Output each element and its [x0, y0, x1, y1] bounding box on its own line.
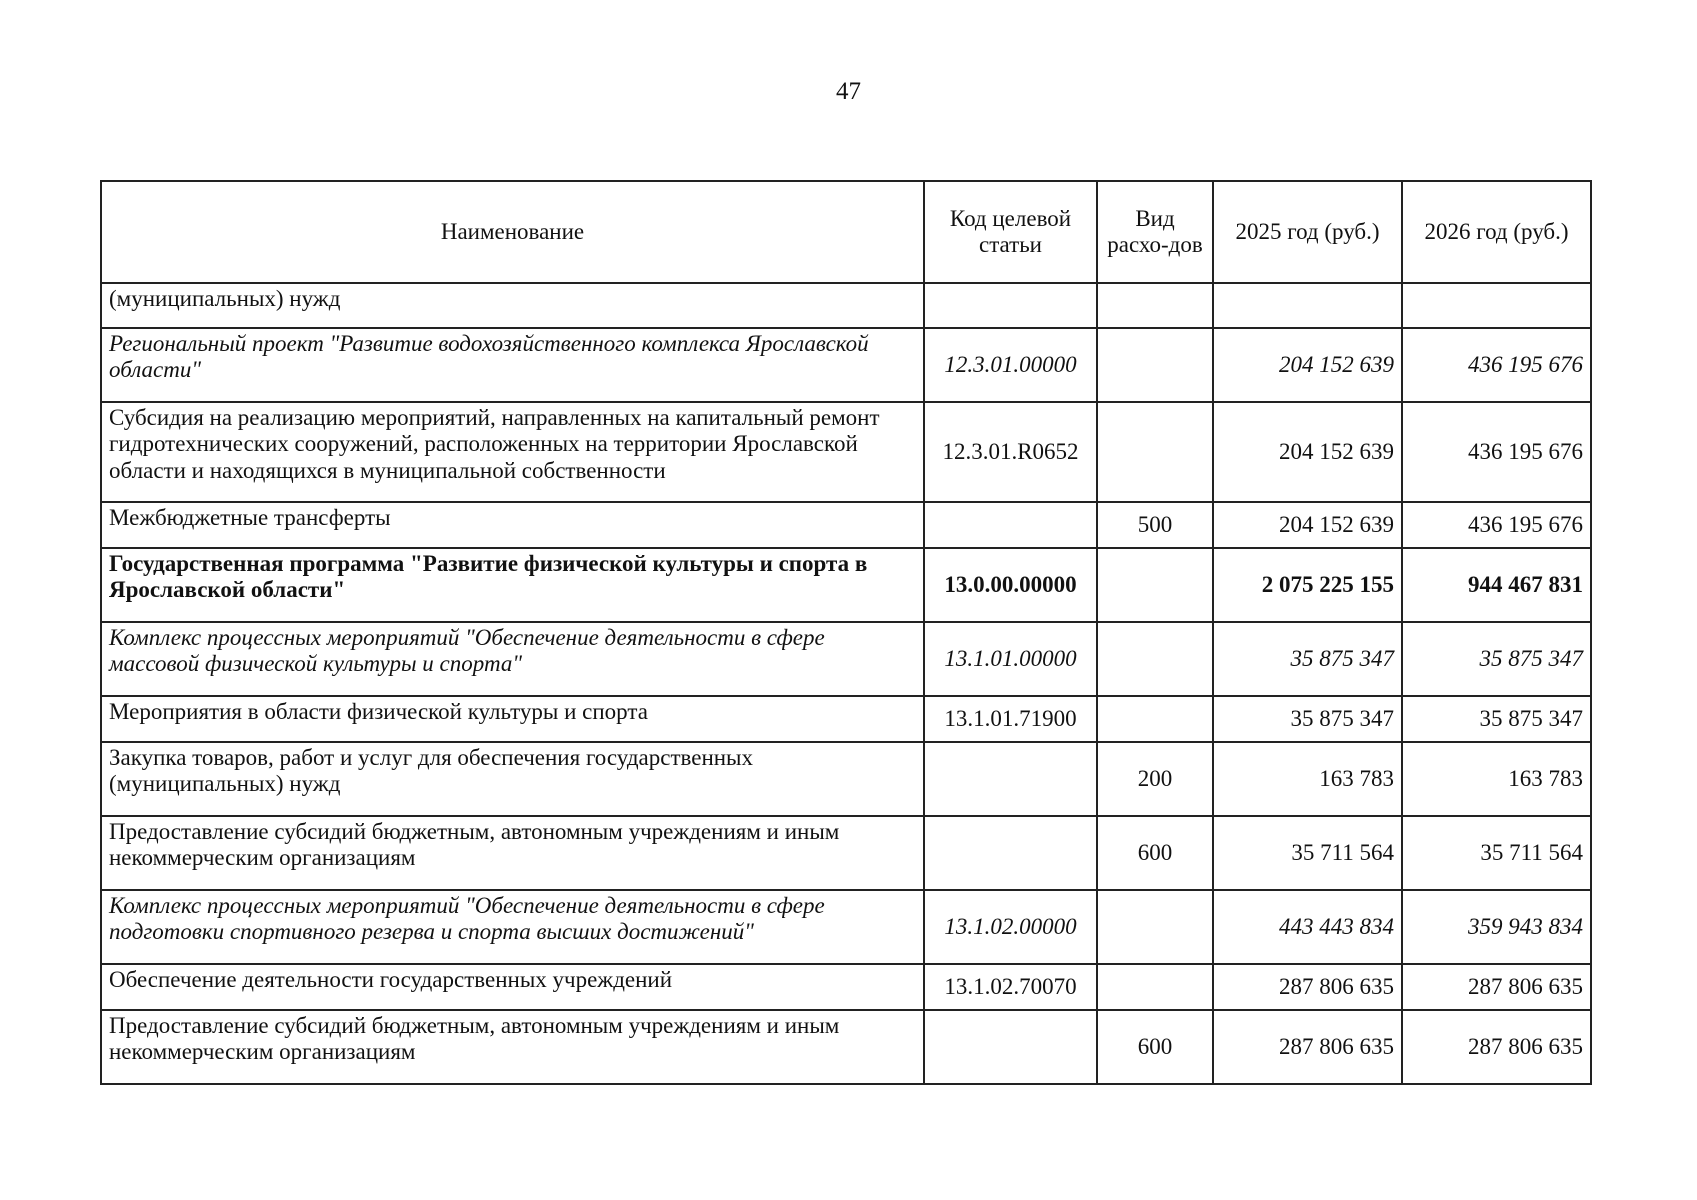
- row-2026: 944 467 831: [1402, 548, 1591, 622]
- row-expense-type: [1097, 696, 1213, 742]
- header-2026: 2026 год (руб.): [1402, 181, 1591, 283]
- table-row: [101, 283, 1591, 328]
- row-name: Региональный проект "Развитие водохозяйственного комплекса Ярославской области": [101, 328, 924, 402]
- row-name: Предоставление субсидий бюджетным, автономным учреждениям и иным некоммерческим организациям: [101, 816, 924, 890]
- header-expense-type: Вид расхо-дов: [1097, 181, 1213, 283]
- row-expense-type: [1097, 548, 1213, 622]
- row-expense-type: [1097, 890, 1213, 964]
- row-expense-type: 500: [1097, 502, 1213, 548]
- header-name: Наименование: [101, 181, 924, 283]
- row-expense-type: 200: [1097, 742, 1213, 816]
- row-code: [924, 742, 1097, 816]
- row-code: [924, 502, 1097, 548]
- row-code: 12.3.01.00000: [924, 328, 1097, 402]
- row-2025: 35 711 564: [1213, 816, 1402, 890]
- row-2025: 204 152 639: [1213, 328, 1402, 402]
- row-name: (муниципальных) нужд: [101, 283, 924, 328]
- row-expense-type: [1097, 964, 1213, 1010]
- row-name: Закупка товаров, работ и услуг для обеспечения государственных (муниципальных) нужд: [101, 742, 924, 816]
- row-code: [924, 1010, 1097, 1084]
- row-name: Межбюджетные трансферты: [101, 502, 924, 548]
- row-2026: 436 195 676: [1402, 502, 1591, 548]
- row-2025: 2 075 225 155: [1213, 548, 1402, 622]
- row-2026: 436 195 676: [1402, 328, 1591, 402]
- row-2026: [1402, 283, 1591, 328]
- row-2025: 204 152 639: [1213, 402, 1402, 502]
- row-name: Мероприятия в области физической культуры и спорта: [101, 696, 924, 742]
- row-expense-type: 600: [1097, 1010, 1213, 1084]
- row-2026: 287 806 635: [1402, 964, 1591, 1010]
- row-code: 13.1.02.70070: [924, 964, 1097, 1010]
- row-expense-type: 600: [1097, 816, 1213, 890]
- row-2025: 287 806 635: [1213, 1010, 1402, 1084]
- table-row: [101, 742, 1591, 816]
- table-row: [101, 964, 1591, 1010]
- budget-table: [100, 180, 1592, 1085]
- table-header-row: [101, 181, 1591, 283]
- row-2025: 443 443 834: [1213, 890, 1402, 964]
- table-row: [101, 890, 1591, 964]
- row-2026: 163 783: [1402, 742, 1591, 816]
- row-expense-type: [1097, 622, 1213, 696]
- table-row: [101, 816, 1591, 890]
- row-2026: 35 711 564: [1402, 816, 1591, 890]
- row-name: Предоставление субсидий бюджетным, автономным учреждениям и иным некоммерческим организациям: [101, 1010, 924, 1084]
- row-expense-type: [1097, 283, 1213, 328]
- row-name: Государственная программа "Развитие физической культуры и спорта в Ярославской области": [101, 548, 924, 622]
- row-2025: 163 783: [1213, 742, 1402, 816]
- table-row: [101, 402, 1591, 502]
- row-code: 13.1.01.71900: [924, 696, 1097, 742]
- row-2026: 287 806 635: [1402, 1010, 1591, 1084]
- row-code: [924, 816, 1097, 890]
- row-2025: 287 806 635: [1213, 964, 1402, 1010]
- row-2026: 35 875 347: [1402, 696, 1591, 742]
- row-name: Комплекс процессных мероприятий "Обеспечение деятельности в сфере подготовки спортивного резерва и спорта высших достижений": [101, 890, 924, 964]
- table-row: [101, 622, 1591, 696]
- row-2025: 204 152 639: [1213, 502, 1402, 548]
- row-code: 13.0.00.00000: [924, 548, 1097, 622]
- row-code: 12.3.01.R0652: [924, 402, 1097, 502]
- row-2026: 359 943 834: [1402, 890, 1591, 964]
- row-code: 13.1.01.00000: [924, 622, 1097, 696]
- row-expense-type: [1097, 328, 1213, 402]
- row-2025: [1213, 283, 1402, 328]
- table-row: [101, 328, 1591, 402]
- header-2025: 2025 год (руб.): [1213, 181, 1402, 283]
- table-row: [101, 502, 1591, 548]
- row-name: Обеспечение деятельности государственных учреждений: [101, 964, 924, 1010]
- row-2026: 436 195 676: [1402, 402, 1591, 502]
- row-code: 13.1.02.00000: [924, 890, 1097, 964]
- row-2026: 35 875 347: [1402, 622, 1591, 696]
- row-2025: 35 875 347: [1213, 622, 1402, 696]
- row-name: Субсидия на реализацию мероприятий, направленных на капитальный ремонт гидротехнических сооружений, расположенных на территории Ярославской области и находящихся в муниципальной собственности: [101, 402, 924, 502]
- row-2025: 35 875 347: [1213, 696, 1402, 742]
- table-row: [101, 548, 1591, 622]
- row-expense-type: [1097, 402, 1213, 502]
- row-code: [924, 283, 1097, 328]
- row-name: Комплекс процессных мероприятий "Обеспечение деятельности в сфере массовой физической культуры и спорта": [101, 622, 924, 696]
- table-row: [101, 1010, 1591, 1084]
- header-code: Код целевой статьи: [924, 181, 1097, 283]
- page-number: 47: [836, 78, 861, 105]
- table-row: [101, 696, 1591, 742]
